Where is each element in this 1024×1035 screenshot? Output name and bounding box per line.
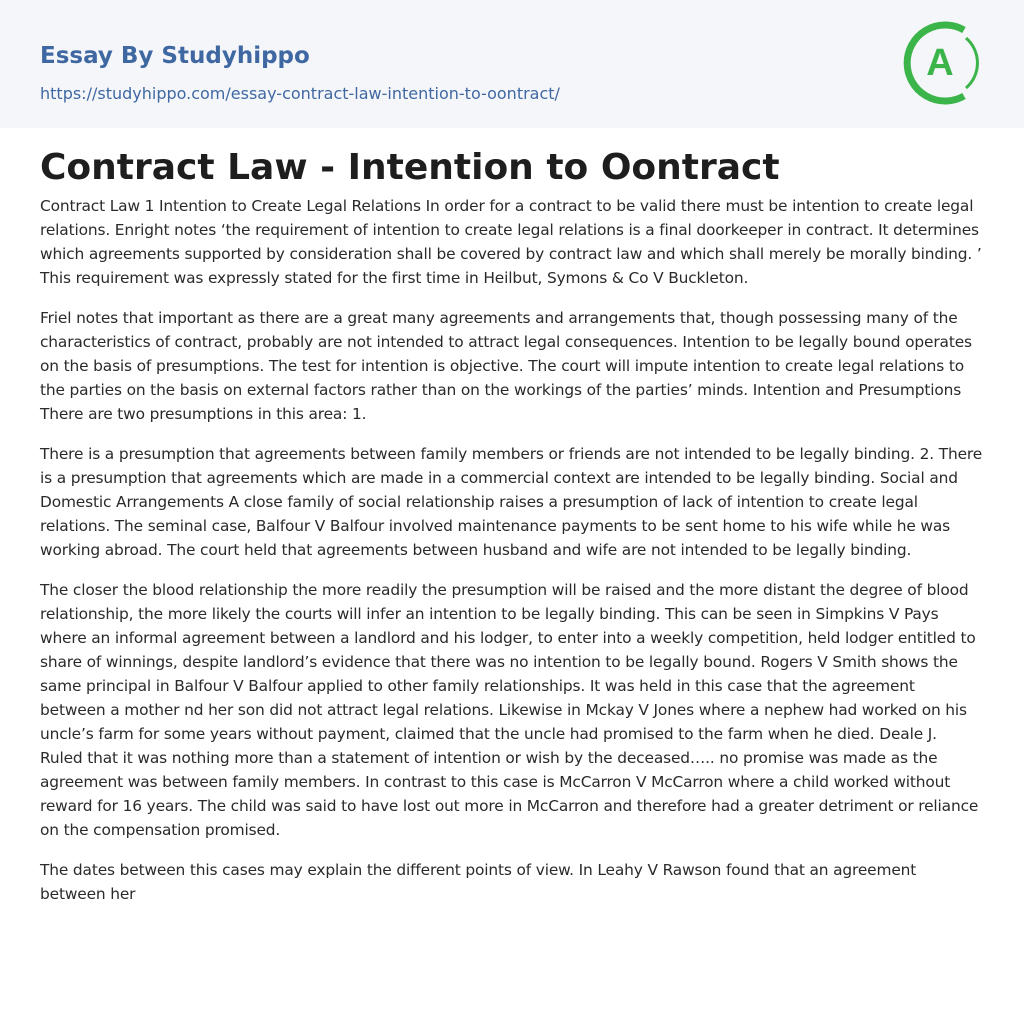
paragraph: Friel notes that important as there are a great many agreements and arrangements that, though possessing many of the characteristics of contract, probably are not intended to attract legal consequences. Intention to be legally bound operates on the basis of presumptions. The test for intention is objective. The court will impute intention to create legal relations to the parties on the basis on external factors rather than on the workings of the parties’ minds. Intention and Presumptions There are two presumptions in this area: 1.	[40, 309, 972, 423]
logo-letter: A	[926, 42, 954, 84]
essay-url-link[interactable]: https://studyhippo.com/essay-contract-law-intention-to-oontract/	[40, 84, 560, 103]
paragraph: Contract Law 1 Intention to Create Legal Relations In order for a contract to be valid there must be intention to create legal relations. Enright notes ‘the requirement of intention to create legal relations is a final doorkeeper in contract. It determines which agreements supported by consideration shall be covered by contract law and which shall merely be morally binding. ’ This requirement was expressly stated for the first time in Heilbut, Symons & Co V Buckleton.	[40, 197, 982, 287]
studyhippo-logo-icon[interactable]	[896, 18, 988, 108]
page-title: Contract Law - Intention to Oontract	[40, 147, 780, 188]
paragraph: The dates between this cases may explain the different points of view. In Leahy V Rawson found that an agreement between her	[40, 861, 917, 903]
site-header	[0, 0, 1024, 128]
essay-body	[40, 194, 984, 922]
paragraph: There is a presumption that agreements between family members or friends are not intended to be legally binding. 2. There is a presumption that agreements which are made in a commercial context are intended to be legally binding. Social and Domestic Arrangements A close family of social relationship raises a presumption of lack of intention to create legal relations. The seminal case, Balfour V Balfour involved maintenance payments to be sent home to his wife while he was working abroad. The court held that agreements between husband and wife are not intended to be legally binding.	[40, 445, 983, 559]
brand-title[interactable]: Essay By Studyhippo	[40, 43, 310, 69]
paragraph: The closer the blood relationship the more readily the presumption will be raised and the more distant the degree of blood relationship, the more likely the courts will infer an intention to be legally binding. This can be seen in Simpkins V Pays where an informal agreement between a landlord and his lodger, to enter into a weekly competition, held lodger entitled to share of winnings, despite landlord’s evidence that there was no intention to be legally bound. Rogers V Smith shows the same principal in Balfour V Balfour applied to other family relationships. It was held in this case that the agreement between a mother nd her son did not attract legal relations. Likewise in Mckay V Jones where a nephew had worked on his uncle’s farm for some years without payment, claimed that the uncle had promised to the farm when he died. Deale J. Ruled that it was nothing more than a statement of intention or wish by the deceased….. no promise was made as the agreement was between family members. In contrast to this case is McCarron V McCarron where a child worked without reward for 16 years. The child was said to have lost out more in McCarron and therefore had a greater detriment or reliance on the compensation promised.	[40, 581, 979, 839]
